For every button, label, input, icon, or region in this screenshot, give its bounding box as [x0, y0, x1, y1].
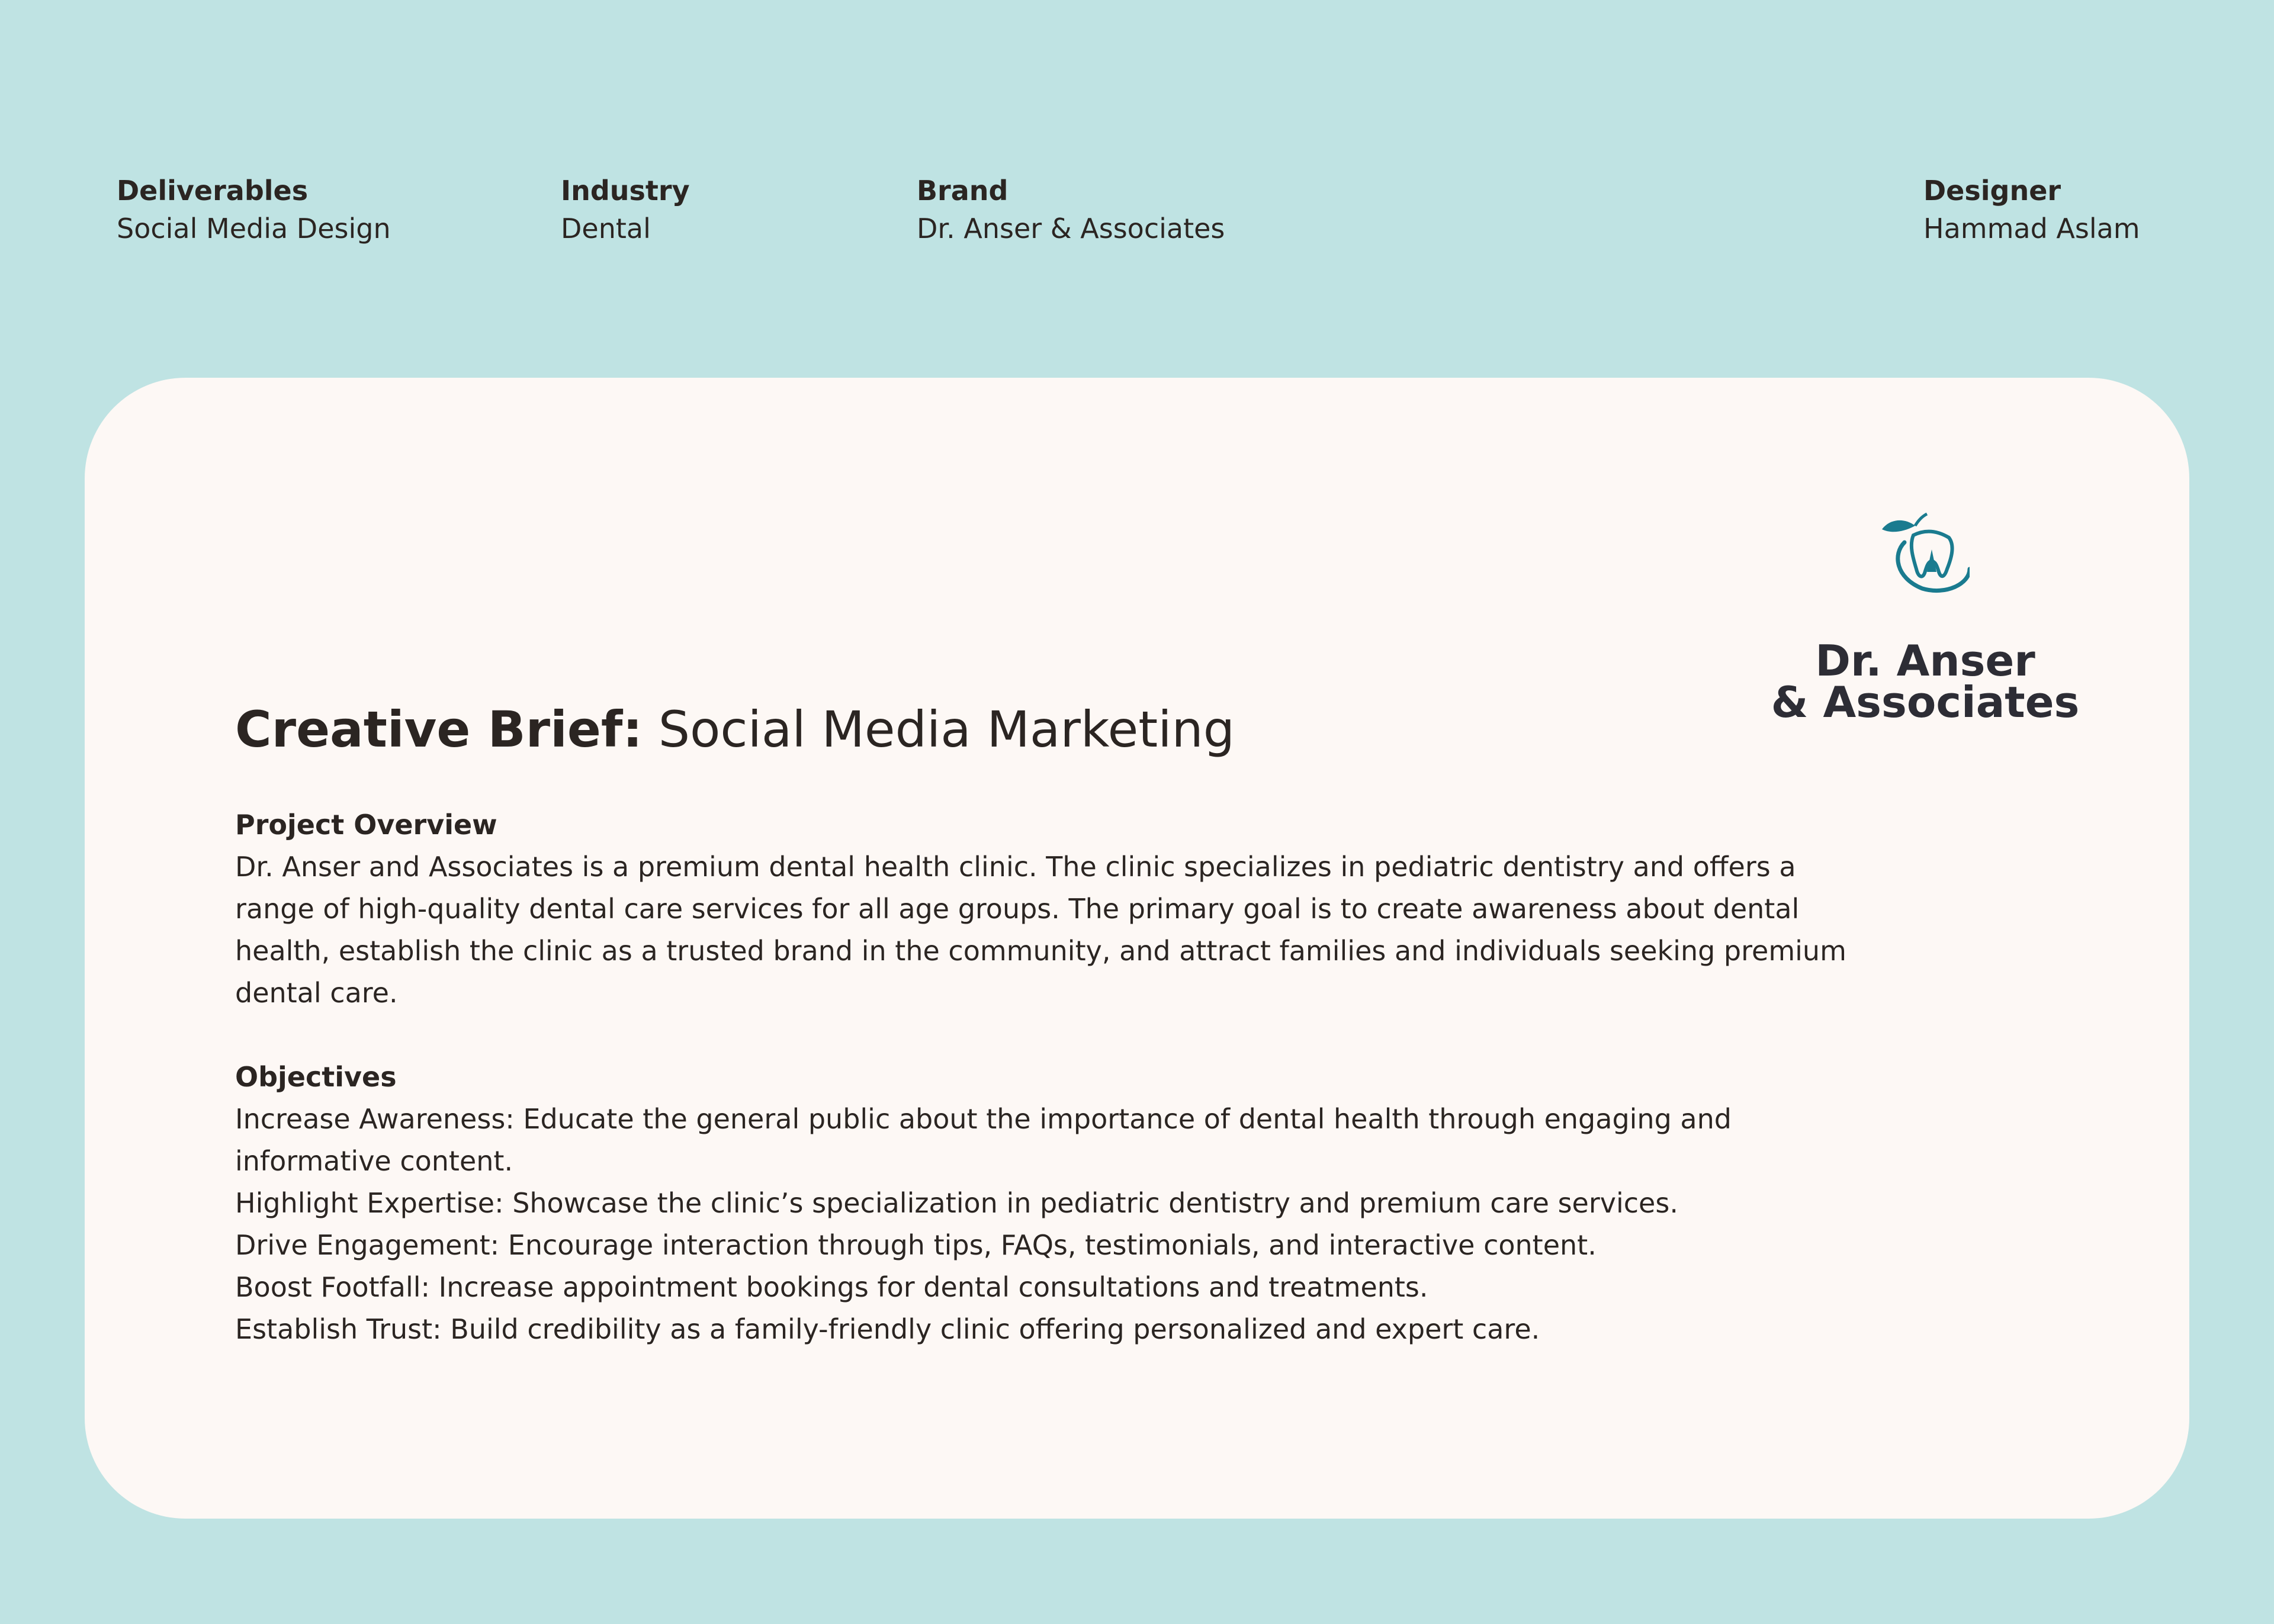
title-rest: Social Media Marketing: [643, 700, 1235, 758]
objective-line: Establish Trust: Build credibility as a family-friendly clinic offering personalized and expert care.: [235, 1313, 1540, 1345]
brief-content: [235, 694, 2029, 1350]
brief-card: [85, 378, 2189, 1519]
overview-heading: Project Overview: [235, 809, 497, 841]
objective-line: Increase Awareness: Educate the general public about the importance of dental health through engaging and: [235, 1103, 1732, 1135]
objective-line: Boost Footfall: Increase appointment bookings for dental consultations and treatments.: [235, 1271, 1428, 1303]
meta-label: Designer: [1923, 175, 2061, 207]
meta-brand: [917, 172, 1225, 247]
objectives-heading: Objectives: [235, 1061, 397, 1093]
overview-line: health, establish the clinic as a trusted brand in the community, and attract families and individuals seeking premium: [235, 935, 1846, 967]
objective-line: Drive Engagement: Encourage interaction through tips, FAQs, testimonials, and interactive content.: [235, 1229, 1597, 1261]
brand-logo: [1748, 513, 2103, 727]
logo-line-1: Dr. Anser: [1815, 636, 2035, 686]
overview-line: Dr. Anser and Associates is a premium dental health clinic. The clinic specializes in pediatric dentistry and offers a: [235, 851, 1796, 883]
objective-line: Highlight Expertise: Showcase the clinic’s specialization in pediatric dentistry and premium care services.: [235, 1187, 1678, 1219]
objective-line: informative content.: [235, 1145, 513, 1177]
meta-value: Dr. Anser & Associates: [917, 213, 1225, 245]
title-bold: Creative Brief:: [235, 700, 643, 758]
meta-industry: [561, 172, 690, 247]
meta-label: Industry: [561, 175, 690, 207]
meta-label: Brand: [917, 175, 1008, 207]
meta-deliverables: [117, 172, 391, 247]
meta-value: Hammad Aslam: [1923, 213, 2140, 245]
overview-line: range of high-quality dental care services for all age groups. The primary goal is to create awareness about dental: [235, 893, 1800, 925]
meta-label: Deliverables: [117, 175, 309, 207]
meta-value: Dental: [561, 213, 651, 245]
logo-line-2: & Associates: [1771, 677, 2080, 727]
overview-line: dental care.: [235, 977, 398, 1009]
meta-designer: [1923, 172, 2140, 247]
meta-value: Social Media Design: [117, 213, 391, 245]
page-title: [235, 694, 2029, 765]
tooth-logo-icon: [1881, 513, 1970, 607]
